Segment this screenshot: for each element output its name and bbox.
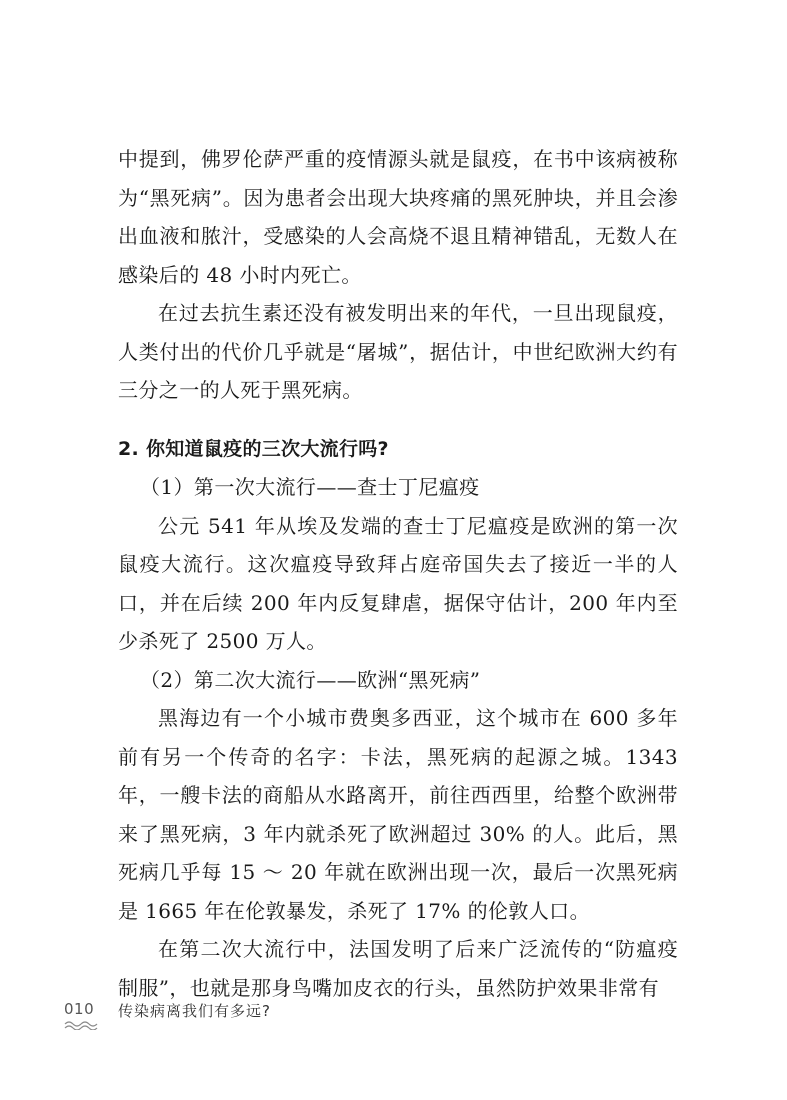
- paragraph-caffa: 黑海边有一个小城市费奥多西亚，这个城市在 600 多年前有另一个传奇的名字：卡法，黑死病的起源之城。1343 年，一艘卡法的商船从水路离开，前往西西里，给整个欧洲带来了黑死病，3 年内就杀死了欧洲超过 30% 的人。此后，黑死病几乎每 15 ～ 20 年就在欧洲出现一次，最后一次黑死病是 1665 年在伦敦暴发，杀死了 17% 的伦敦人口。: [118, 706, 678, 923]
- subsection-heading-second-pandemic: （2）第二次大流行——欧洲“黑死病”: [140, 667, 481, 692]
- book-title: 传染病离我们有多远?: [118, 1002, 271, 1020]
- paragraph-intro-continued: 中提到，佛罗伦萨严重的疫情源头就是鼠疫，在书中该病被称为“黑死病”。因为患者会出现大块疼痛的黑死肿块，并且会渗出血液和脓汁，受感染的人会高烧不退且精神错乱，无数人在感染后的 48 小时内死亡。: [118, 147, 678, 287]
- section-heading: 2. 你知道鼠疫的三次大流行吗?: [118, 437, 389, 460]
- paragraph-justinian-plague: 公元 541 年从埃及发端的查士丁尼瘟疫是欧洲的第一次鼠疫大流行。这次瘟疫导致拜占庭帝国失去了接近一半的人口，并在后续 200 年内反复肆虐，据保守估计，200 年内至少杀死了 2500 万人。: [118, 513, 678, 653]
- paragraph-antibiotics: 在过去抗生素还没有被发明出来的年代，一旦出现鼠疫，人类付出的代价几乎就是“屠城”，据估计，中世纪欧洲大约有三分之一的人死于黑死病。: [118, 301, 678, 402]
- wave-icon: [64, 1020, 100, 1030]
- page-number-block: [64, 1000, 104, 1030]
- subsection-heading-first-pandemic: （1）第一次大流行——查士丁尼瘟疫: [140, 475, 480, 499]
- body-text: [118, 140, 678, 1007]
- page-number: 010: [64, 1000, 95, 1018]
- page-footer: [64, 1000, 271, 1040]
- paragraph-plague-uniform: 在第二次大流行中，法国发明了后来广泛流传的“防瘟疫制服”，也就是那身鸟嘴加皮衣的行头，虽然防护效果非常有: [118, 937, 678, 1000]
